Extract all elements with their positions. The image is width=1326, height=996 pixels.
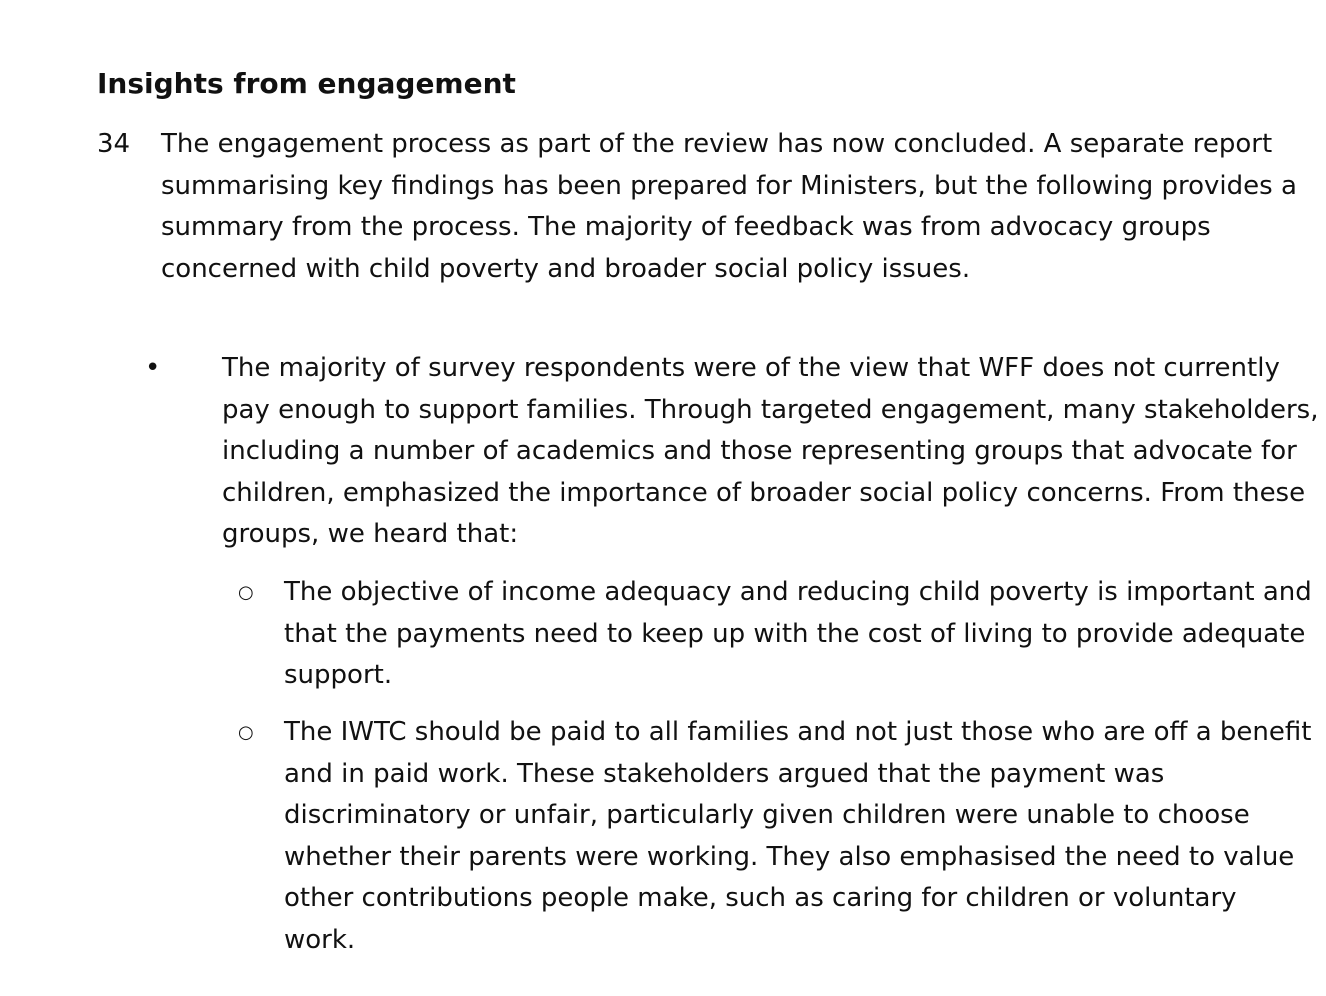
hollow-circle-icon: ○ — [238, 582, 254, 603]
numbered-paragraph — [97, 124, 1317, 290]
bullet-icon: • — [145, 353, 161, 383]
bullet-item — [145, 348, 1320, 556]
paragraph-number: 34 — [97, 129, 131, 159]
sub-bullet-item — [238, 712, 1313, 962]
sub-bullet-text: The objective of income adequacy and reducing child poverty is important and that the payments need to keep up with the cost of living to provide adequate support. — [284, 577, 1312, 691]
paragraph-text: The engagement process as part of the review has now concluded. A separate report summarising key findings has been prepared for Ministers, but the following provides a summary from the process. The majority of feedback was from advocacy groups concerned with child poverty and broader social policy issues. — [161, 129, 1297, 284]
hollow-circle-icon: ○ — [238, 722, 254, 743]
bullet-text: The majority of survey respondents were of the view that WFF does not currently pay enough to support families. Through targeted engagement, many stakeholders, including a number of academics and those representing groups that advocate for children, emphasized the importance of broader social policy concerns. From these groups, we heard that: — [222, 353, 1319, 550]
section-heading: Insights from engagement — [97, 67, 516, 100]
sub-bullet-item — [238, 572, 1313, 697]
sub-bullet-text: The IWTC should be paid to all families and not just those who are off a benefit and in paid work. These stakeholders argued that the payment was discriminatory or unfair, particularly given children were unable to choose whether their parents were working. They also emphasised the need to value other contributions people make, such as caring for children or voluntary work. — [284, 717, 1312, 955]
